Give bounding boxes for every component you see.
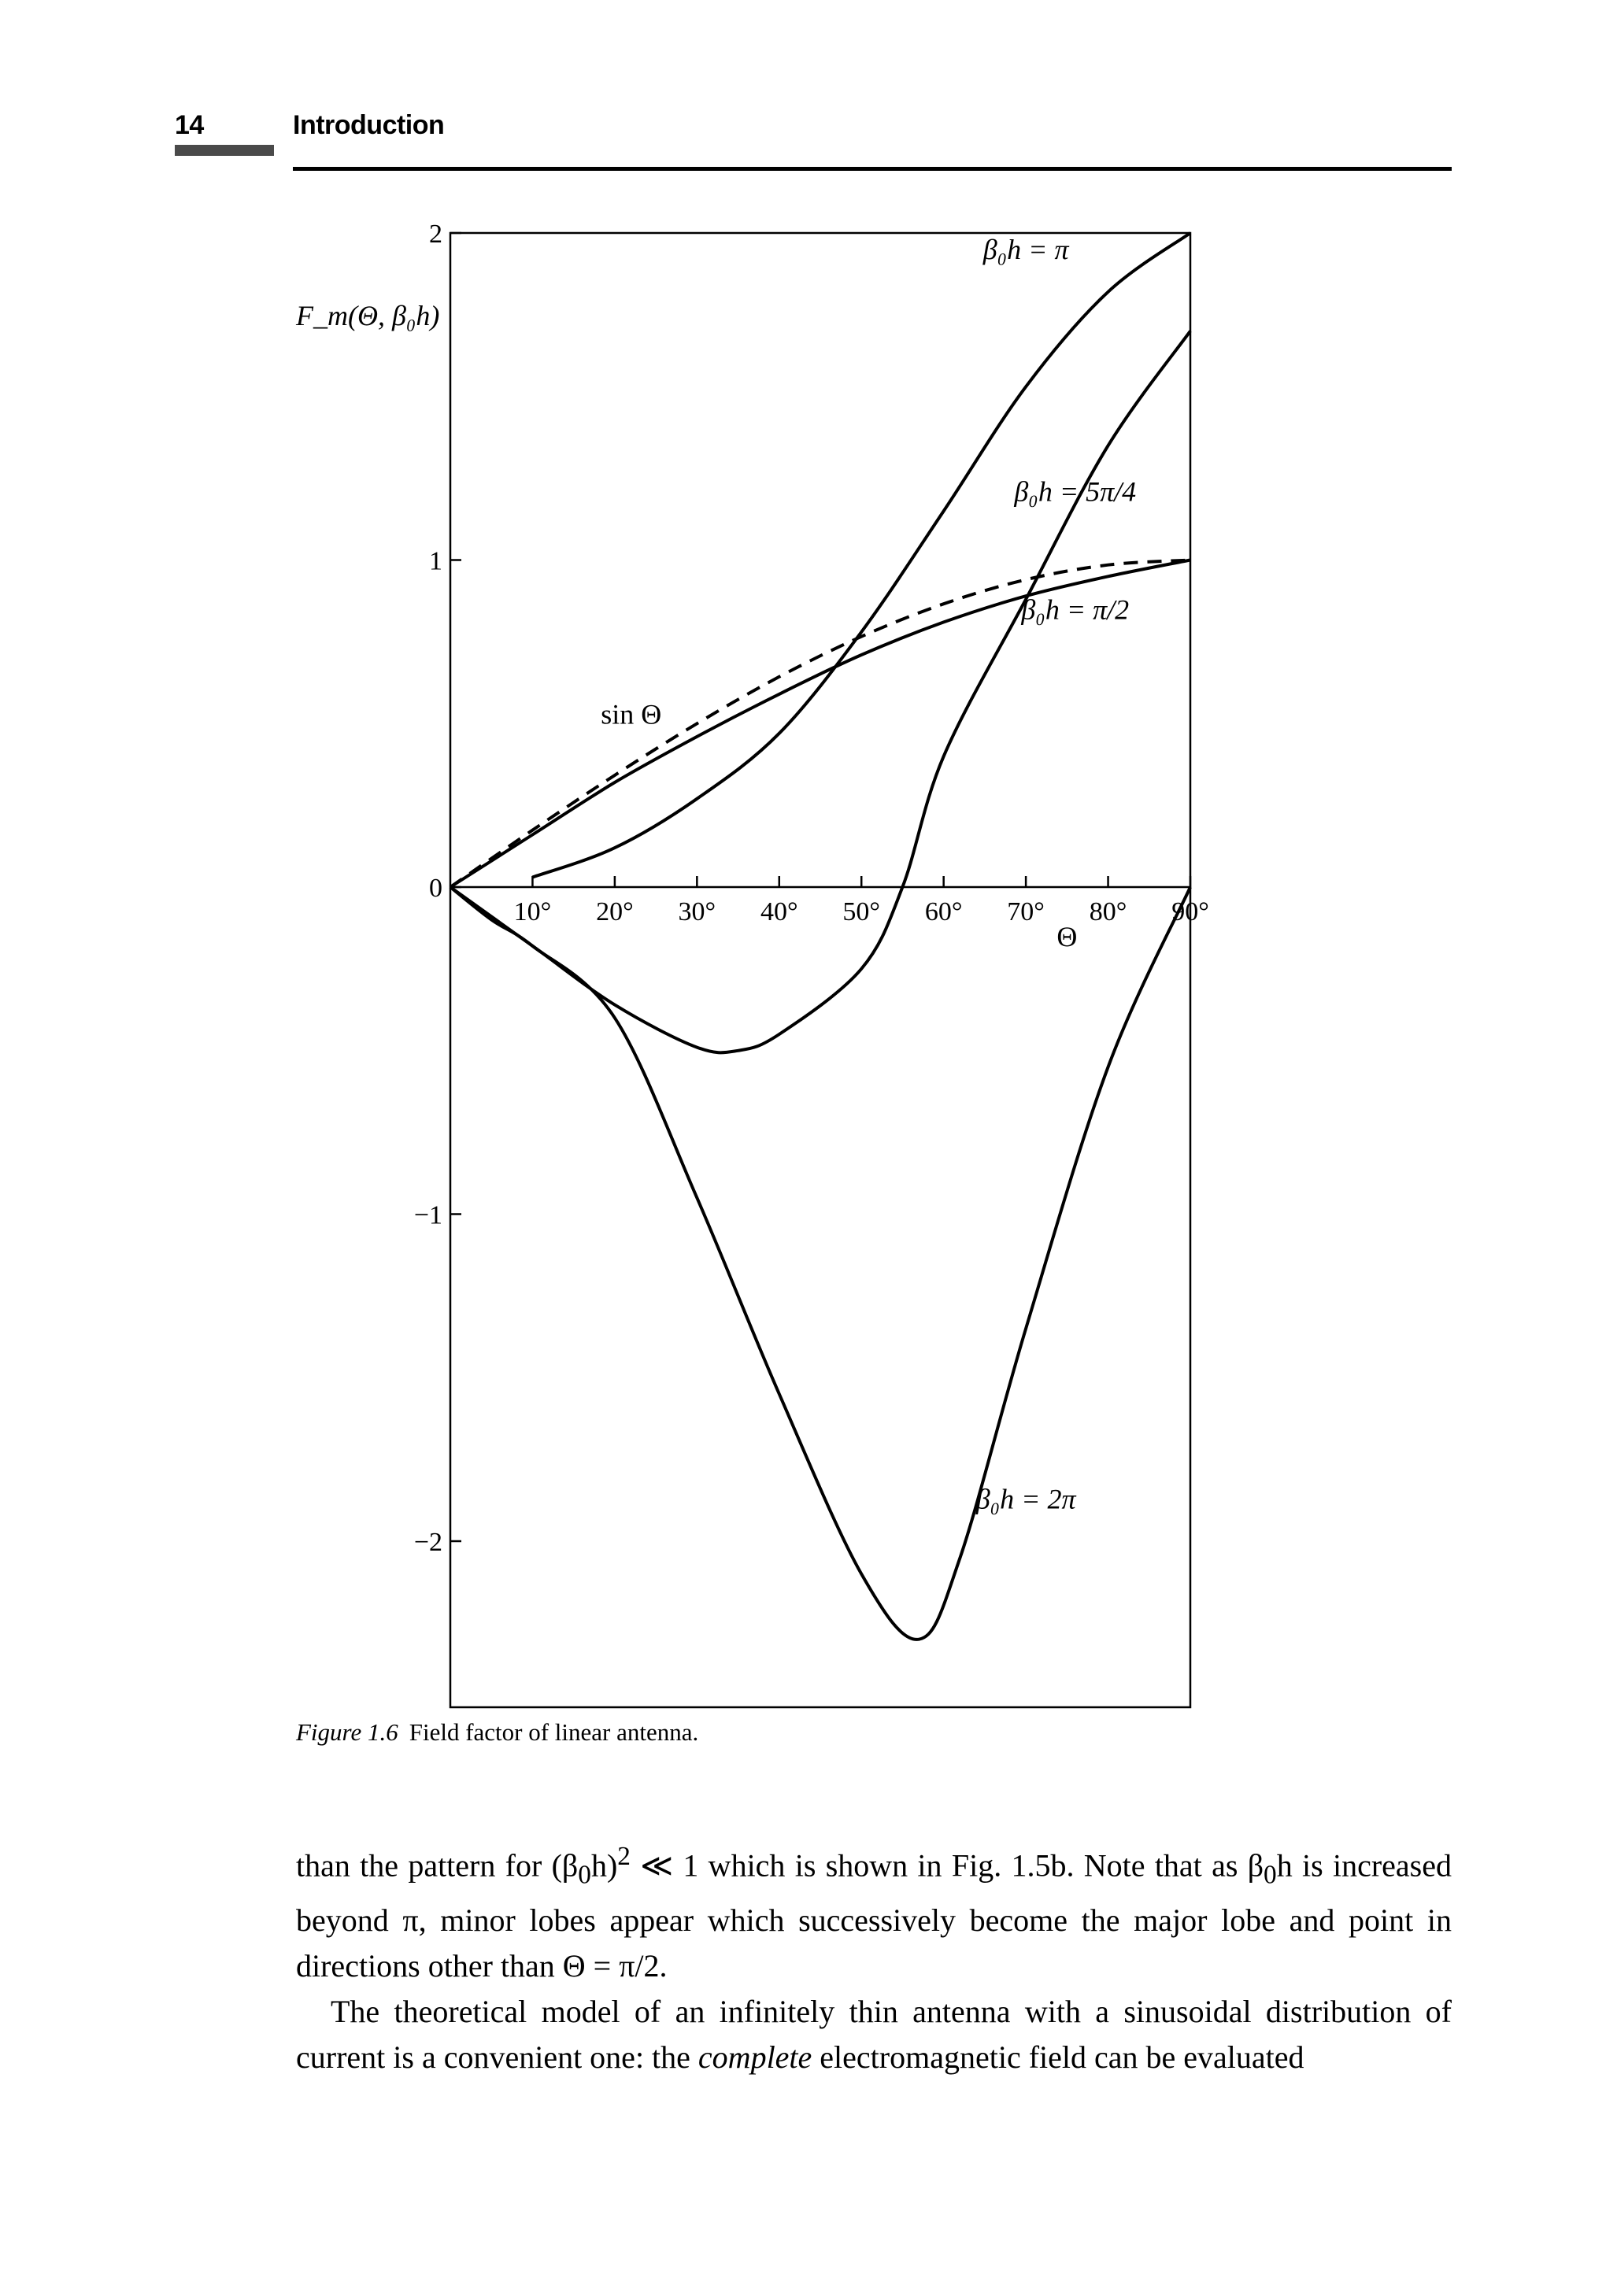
series-line-4 [450, 887, 1190, 1640]
y-axis-label: F_m(Θ, β₀h) [296, 300, 440, 331]
x-tick-label: 20° [596, 897, 634, 926]
x-tick-label: 30° [678, 897, 716, 926]
paragraph-1: than the pattern for $(\beta_0h)^2$ ≪ 1 which is shown in Fig. 1.5b. Note that as $\beta_0h$ is increased beyond π, minor lobes appear which successively become the major lobe and point in directions other than Θ = π/2. [296, 1842, 1452, 1984]
axes [450, 233, 1190, 1541]
annotation-label-0: β₀h = π [982, 234, 1069, 266]
annotation-label-1: β₀h = 5π/4 [1014, 475, 1137, 508]
label-group [295, 220, 1209, 1557]
x-tick-label: 60° [924, 897, 963, 926]
body-text [296, 1834, 1452, 2080]
series-line-3 [450, 331, 1190, 1053]
caption-label: Figure 1.6 [296, 1718, 398, 1746]
annotation-label-2: β₀h = π/2 [1021, 593, 1130, 626]
paragraph-2: The theoretical model of an infinitely thin antenna with a sinusoidal distribution of current is a convenient one: the complete electromagnetic field can be evaluated [296, 1994, 1452, 2076]
x-tick-label: 10° [513, 897, 552, 926]
x-tick-label: 40° [760, 897, 798, 926]
annotation-label-5: Θ [1056, 920, 1078, 952]
annotation-label-3: sin Θ [601, 698, 662, 730]
x-tick-label: 90° [1171, 897, 1209, 926]
x-tick-label: 80° [1089, 897, 1127, 926]
x-tick-label: 50° [842, 897, 881, 926]
y-tick-label: −1 [413, 1200, 442, 1230]
y-tick-label: 2 [429, 220, 442, 249]
x-tick-label: 70° [1007, 897, 1045, 926]
caption-text: Field factor of linear antenna. [409, 1718, 699, 1746]
section-title: Introduction [293, 110, 445, 140]
y-tick-label: 1 [429, 546, 442, 576]
series-group [450, 233, 1190, 1640]
annotation-label-4: β₀h = 2π [975, 1483, 1076, 1515]
series-line-2 [532, 233, 1190, 878]
y-tick-label: −2 [413, 1528, 442, 1557]
page-number: 14 [175, 110, 204, 140]
y-tick-label: 0 [429, 874, 442, 903]
figure-caption [296, 1718, 698, 1747]
